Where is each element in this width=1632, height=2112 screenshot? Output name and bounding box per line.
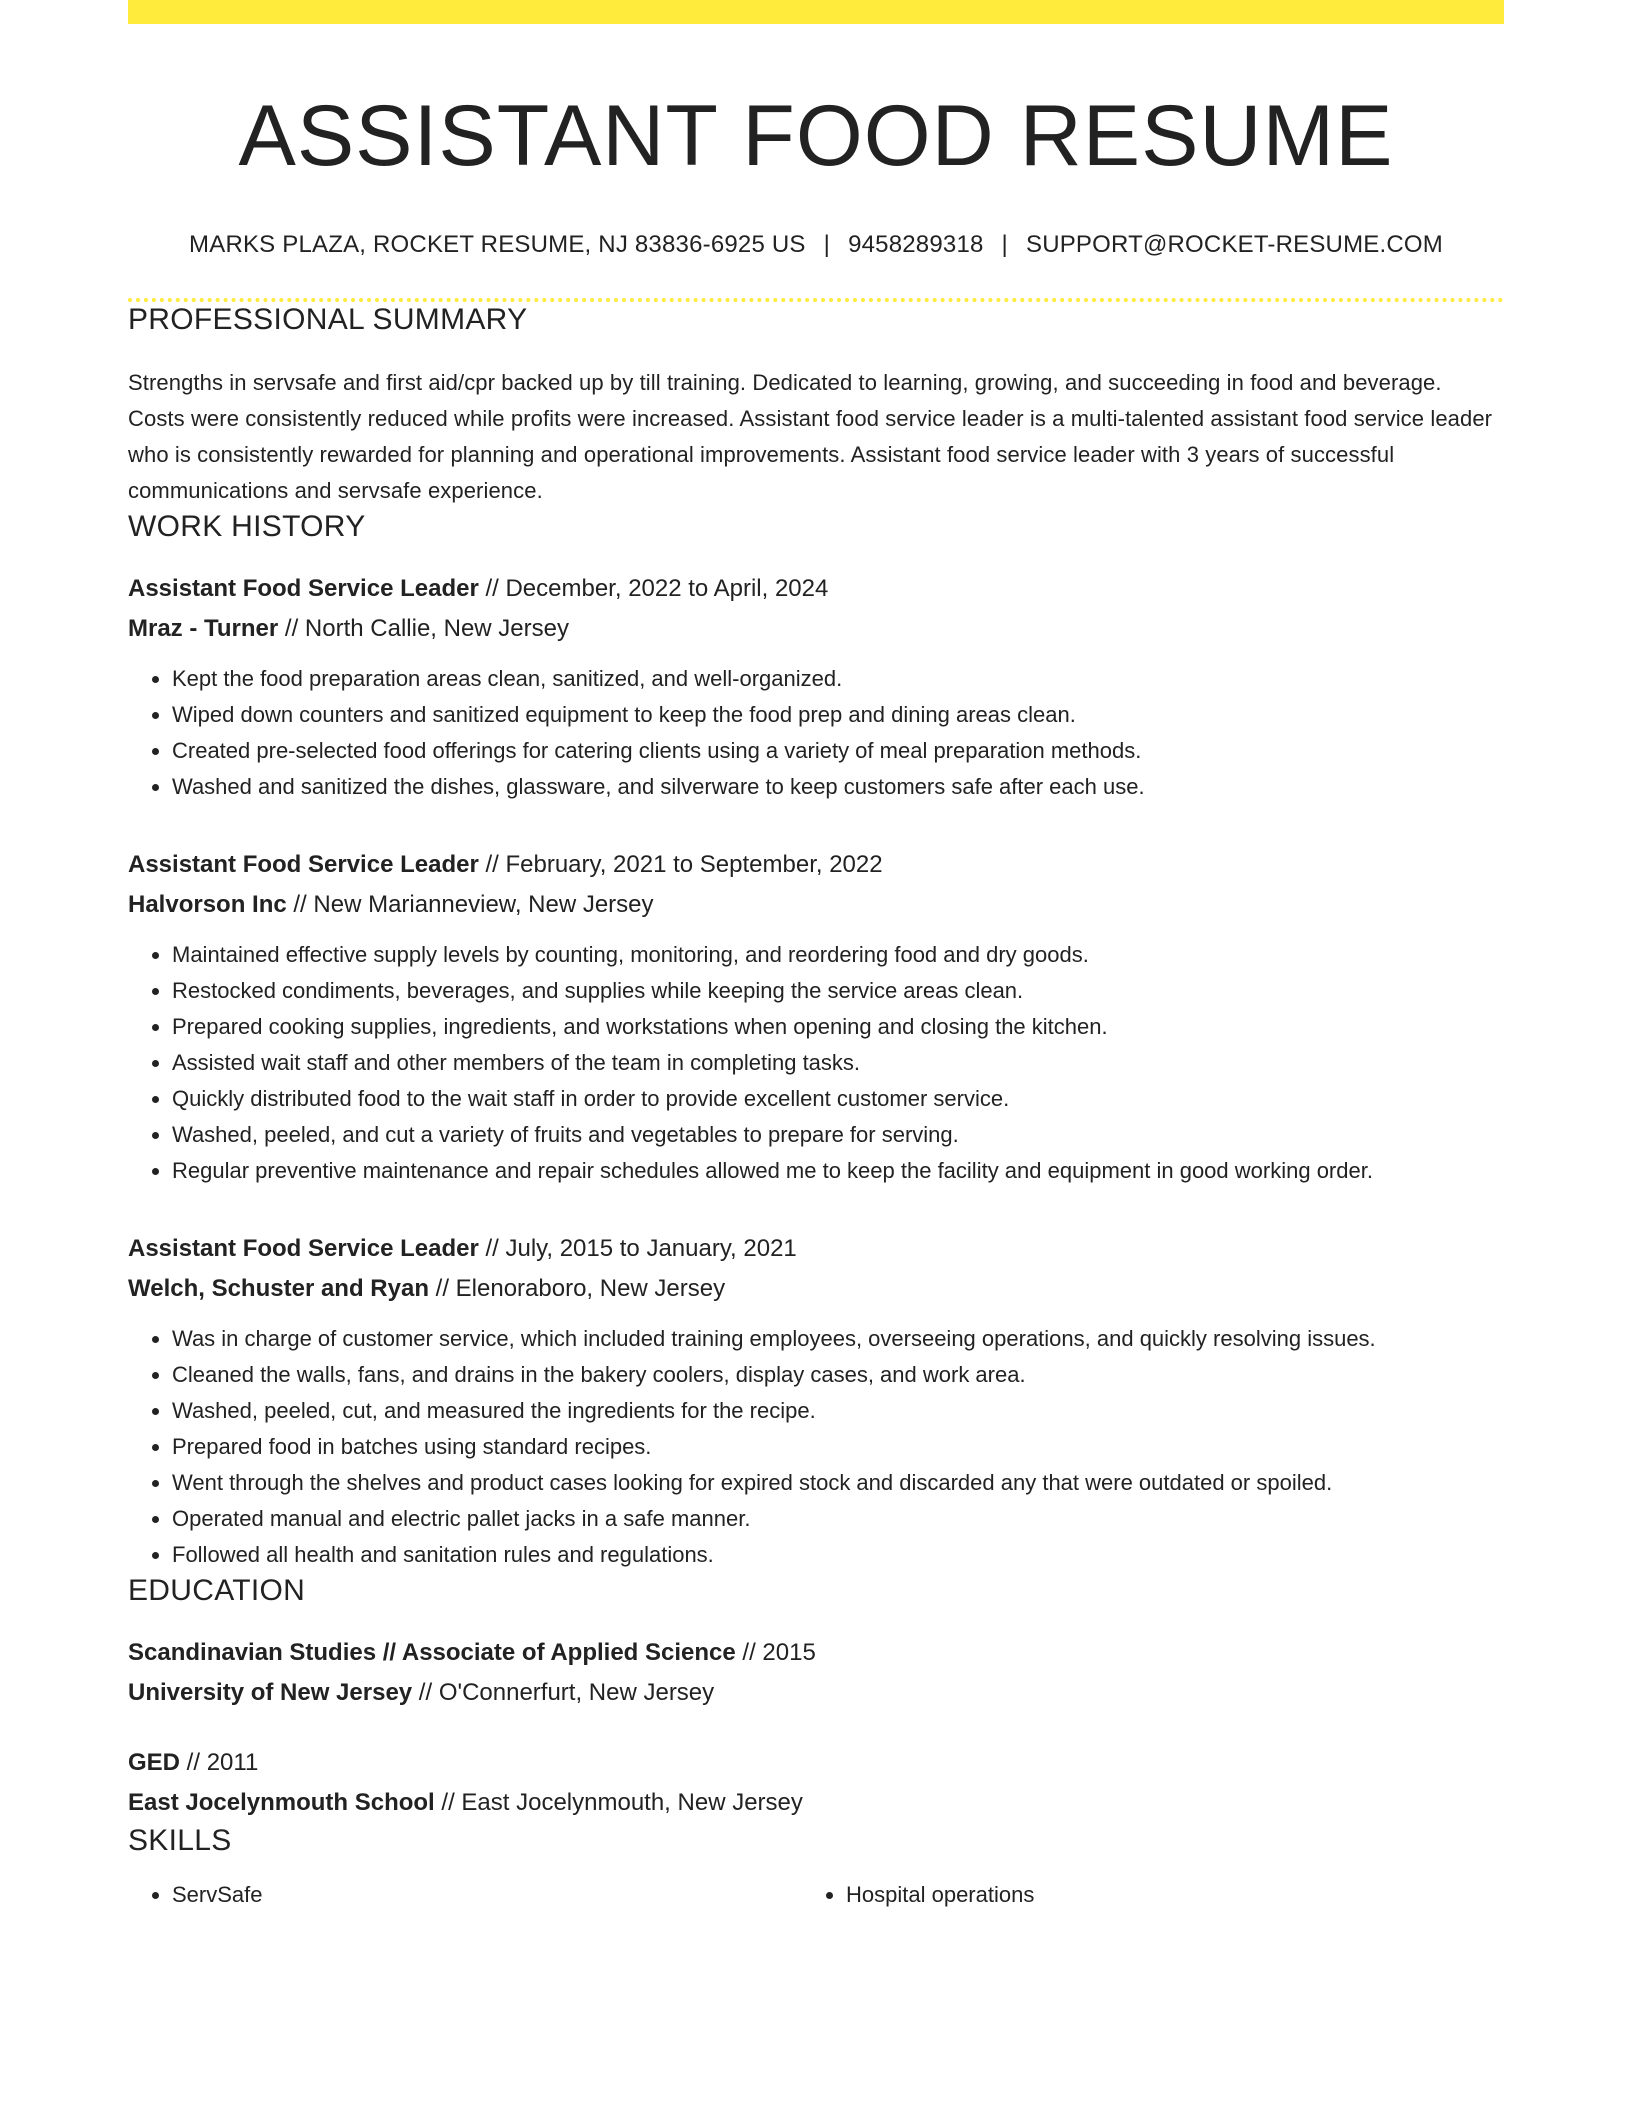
job-company-line bbox=[128, 1269, 1504, 1309]
summary-heading: PROFESSIONAL SUMMARY bbox=[128, 302, 528, 336]
education-location: // East Jocelynmouth, New Jersey bbox=[434, 1788, 803, 1816]
job-bullet: • Prepared food in batches using standard recipes. bbox=[172, 1429, 1504, 1465]
job-entry bbox=[128, 569, 1504, 805]
skills-list bbox=[128, 1877, 1504, 1913]
education-entry bbox=[128, 1633, 1504, 1713]
resume-title: ASSISTANT FOOD RESUME bbox=[238, 88, 1394, 184]
education-degree: Scandinavian Studies // Associate of Applied Science bbox=[128, 1638, 736, 1666]
job-bullets bbox=[128, 661, 1504, 805]
job-bullet: • Created pre-selected food offerings for catering clients using a variety of meal preparation methods. bbox=[172, 733, 1504, 769]
job-location: // North Callie, New Jersey bbox=[278, 614, 569, 642]
job-entry bbox=[128, 1229, 1504, 1573]
job-bullet: • Cleaned the walls, fans, and drains in the bakery coolers, display cases, and work area. bbox=[172, 1357, 1504, 1393]
contact-line bbox=[128, 231, 1504, 260]
education-school-line bbox=[128, 1783, 1504, 1823]
contact-email[interactable]: SUPPORT@ROCKET-RESUME.COM bbox=[1025, 231, 1443, 259]
job-company: Mraz - Turner bbox=[128, 614, 279, 642]
job-dates: // July, 2015 to January, 2021 bbox=[478, 1234, 797, 1262]
summary-text: Strengths in servsafe and first aid/cpr backed up by till training. Dedicated to learning, growing, and succeeding in food and beverage. Costs were consistently reduced while profits were increased. Assistant food service leader is a multi-talented assistant food service leader who is consistently rewarded for planning and operational improvements. Assistant food service leader with 3 years of successful communications and servsafe experience. bbox=[128, 369, 1493, 503]
job-bullet: • Washed, peeled, cut, and measured the ingredients for the recipe. bbox=[172, 1393, 1504, 1429]
education-degree: GED bbox=[128, 1748, 181, 1776]
job-bullet: • Followed all health and sanitation rules and regulations. bbox=[172, 1537, 1504, 1573]
education-year: // 2011 bbox=[180, 1748, 259, 1776]
job-title: Assistant Food Service Leader bbox=[128, 850, 479, 878]
contact-address: MARKS PLAZA, ROCKET RESUME, NJ 83836-6925 US bbox=[189, 231, 806, 259]
job-bullet: • Operated manual and electric pallet jacks in a safe manner. bbox=[172, 1501, 1504, 1537]
job-bullet: • Was in charge of customer service, which included training employees, overseeing operations, and quickly resolving issues. bbox=[172, 1321, 1504, 1357]
job-bullet: • Prepared cooking supplies, ingredients, and workstations when opening and closing the kitchen. bbox=[172, 1009, 1504, 1045]
skills-heading: SKILLS bbox=[128, 1823, 232, 1857]
job-bullet: • Washed and sanitized the dishes, glassware, and silverware to keep customers safe after each use. bbox=[172, 769, 1504, 805]
job-company: Halvorson Inc bbox=[128, 890, 287, 918]
job-title: Assistant Food Service Leader bbox=[128, 574, 479, 602]
skills-column-left bbox=[128, 1877, 802, 1913]
job-bullet: • Washed, peeled, and cut a variety of fruits and vegetables to prepare for serving. bbox=[172, 1117, 1504, 1153]
job-bullet: • Wiped down counters and sanitized equipment to keep the food prep and dining areas clean. bbox=[172, 697, 1504, 733]
education-entry bbox=[128, 1743, 1504, 1823]
contact-separator: | bbox=[823, 231, 831, 259]
skill-item: • Hospital operations bbox=[846, 1877, 1476, 1913]
education-location: // O'Connerfurt, New Jersey bbox=[412, 1678, 715, 1706]
job-bullet: • Quickly distributed food to the wait staff in order to provide excellent customer service. bbox=[172, 1081, 1504, 1117]
education-degree-line bbox=[128, 1743, 1504, 1783]
job-dates: // December, 2022 to April, 2024 bbox=[478, 574, 829, 602]
job-bullet: • Maintained effective supply levels by counting, monitoring, and reordering food and dry goods. bbox=[172, 937, 1504, 973]
education-degree-line bbox=[128, 1633, 1504, 1673]
job-dates: // February, 2021 to September, 2022 bbox=[478, 850, 883, 878]
job-company-line bbox=[128, 885, 1504, 925]
job-bullet: • Kept the food preparation areas clean, sanitized, and well-organized. bbox=[172, 661, 1504, 697]
education-school: University of New Jersey bbox=[128, 1678, 413, 1706]
education-school-line bbox=[128, 1673, 1504, 1713]
job-bullets bbox=[128, 937, 1504, 1189]
job-bullets bbox=[128, 1321, 1504, 1573]
job-entry bbox=[128, 845, 1504, 1189]
education-heading: EDUCATION bbox=[128, 1573, 306, 1607]
job-title: Assistant Food Service Leader bbox=[128, 1234, 479, 1262]
education-school: East Jocelynmouth School bbox=[128, 1788, 435, 1816]
job-title-line bbox=[128, 845, 1504, 885]
job-location: // Elenoraboro, New Jersey bbox=[428, 1274, 726, 1302]
job-bullet: • Went through the shelves and product cases looking for expired stock and discarded any that were outdated or spoiled. bbox=[172, 1465, 1504, 1501]
job-title-line bbox=[128, 569, 1504, 609]
job-bullet: • Assisted wait staff and other members of the team in completing tasks. bbox=[172, 1045, 1504, 1081]
contact-phone: 9458289318 bbox=[848, 231, 984, 259]
job-bullet: • Restocked condiments, beverages, and supplies while keeping the service areas clean. bbox=[172, 973, 1504, 1009]
resume-page bbox=[128, 0, 1504, 1913]
job-bullet: • Regular preventive maintenance and repair schedules allowed me to keep the facility and equipment in good working order. bbox=[172, 1153, 1504, 1189]
top-accent-bar bbox=[128, 0, 1504, 24]
job-company-line bbox=[128, 609, 1504, 649]
contact-separator: | bbox=[1001, 231, 1008, 259]
work-history-heading: WORK HISTORY bbox=[128, 509, 366, 543]
job-location: // New Marianneview, New Jersey bbox=[286, 890, 654, 918]
skill-item: • ServSafe bbox=[172, 1877, 802, 1913]
job-company: Welch, Schuster and Ryan bbox=[128, 1274, 429, 1302]
education-year: // 2015 bbox=[735, 1638, 816, 1666]
skills-column-right bbox=[802, 1877, 1476, 1913]
job-title-line bbox=[128, 1229, 1504, 1269]
